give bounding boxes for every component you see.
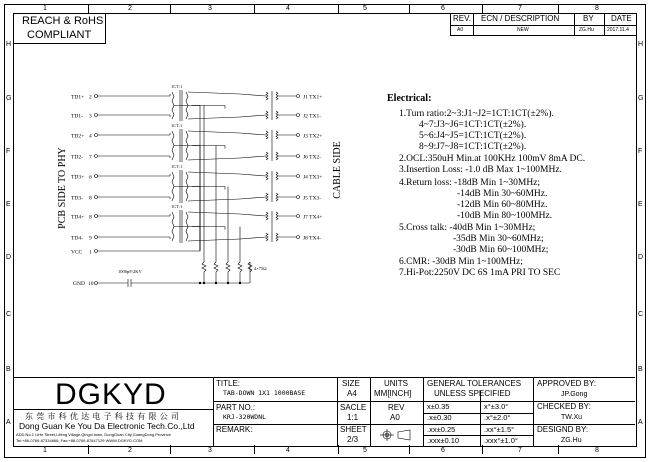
transformer-winding bbox=[266, 233, 268, 241]
transformer-ratio-label: 1CT:1 bbox=[171, 84, 183, 89]
left-pin-number: 4 bbox=[89, 133, 92, 140]
border-col-8-bottom: 8 bbox=[595, 447, 599, 454]
border-col-3-bottom: 3 bbox=[208, 447, 212, 454]
border-row-D-right: D bbox=[638, 254, 644, 261]
gnd-pin-number: 10 bbox=[88, 281, 94, 287]
border-row-B-left: B bbox=[6, 366, 11, 373]
electrical-line: -12dB Min 60~80MHz. bbox=[457, 200, 548, 210]
scale-label: SACLE bbox=[340, 403, 367, 412]
border-col-4-bottom: 4 bbox=[286, 447, 290, 454]
electrical-line: 5.Cross talk: -40dB Min 1~30MHz; bbox=[399, 223, 536, 233]
border-row-E-left: E bbox=[6, 201, 11, 208]
units-label: UNITS bbox=[384, 379, 408, 388]
rev-header: REV. bbox=[453, 14, 471, 23]
border-row-D-left: D bbox=[6, 254, 12, 261]
rev-value-title: A0 bbox=[390, 413, 400, 422]
termination-resistor bbox=[226, 262, 230, 272]
border-row-A-left: A bbox=[6, 419, 11, 426]
left-pin-label: TD3+ bbox=[71, 174, 85, 181]
electrical-line: 4.Return loss: -18dB Min 1~30MHz; bbox=[399, 178, 541, 188]
border-col-4-top: 4 bbox=[286, 5, 290, 12]
transformer-winding bbox=[172, 212, 174, 241]
border-col-8-top: 8 bbox=[595, 5, 599, 12]
left-pin-label: TD4- bbox=[71, 235, 83, 242]
transformer-winding bbox=[276, 92, 278, 100]
transformer-winding bbox=[266, 152, 268, 160]
transformer-winding bbox=[276, 152, 278, 160]
tolerance-linear: .xx±0.25 bbox=[427, 424, 456, 434]
transformer-winding bbox=[266, 193, 268, 201]
electrical-line: 8~9:J7~J8=1CT:1CT(±2%). bbox=[419, 142, 527, 152]
border-col-3-top: 3 bbox=[208, 5, 212, 12]
right-pin-label: J5 TX3- bbox=[303, 195, 322, 202]
ecn-value: NEW bbox=[517, 27, 529, 33]
cable-side-label: CABLE SIDE bbox=[332, 141, 343, 199]
left-pin-label: TD2- bbox=[71, 154, 83, 161]
right-pin-label: J4 TX3+ bbox=[303, 174, 323, 181]
electrical-line: 6.CMR: -30dB Min 1~100MHz; bbox=[399, 257, 523, 267]
projection-symbol-icon bbox=[379, 428, 415, 442]
gnd-pin-label: GND bbox=[73, 281, 85, 287]
transformer-winding bbox=[172, 131, 174, 160]
left-pin-label: TD1- bbox=[71, 113, 83, 120]
tolerance-linear: x±0.35 bbox=[427, 402, 450, 411]
transformer-winding bbox=[172, 172, 174, 201]
electrical-line: 3.Insertion Loss: -1.0 dB Max 1~100MHz. bbox=[399, 165, 562, 175]
electrical-line: -10dB Min 80~100MHz. bbox=[457, 211, 553, 221]
left-pin-number: 3 bbox=[89, 113, 92, 120]
border-row-H-right: H bbox=[638, 41, 644, 48]
border-row-F-left: F bbox=[6, 148, 11, 155]
transformer-winding bbox=[266, 172, 268, 180]
right-pin-label: J6 TX2- bbox=[303, 154, 322, 161]
transformer-winding bbox=[276, 193, 278, 201]
size-value: A4 bbox=[347, 389, 357, 398]
termination-resistor bbox=[202, 262, 206, 272]
company-logo: DGKYD bbox=[55, 378, 167, 411]
left-pin-number: 7 bbox=[89, 154, 92, 161]
transformer-winding bbox=[276, 212, 278, 220]
right-pin-label: J8 TX4- bbox=[303, 235, 322, 242]
date-header: DATE bbox=[611, 14, 632, 23]
border-row-H-left: H bbox=[6, 41, 12, 48]
termination-resistor bbox=[214, 262, 218, 272]
left-pin-number: 9 bbox=[89, 235, 92, 242]
border-col-2-bottom: 2 bbox=[128, 447, 132, 454]
border-col-5-top: 5 bbox=[363, 5, 367, 12]
left-pin-label: TD3- bbox=[71, 195, 83, 202]
checked-label: CHECKED BY: bbox=[537, 402, 591, 411]
border-row-E-right: E bbox=[638, 201, 643, 208]
units-value: MM[INCH] bbox=[374, 389, 412, 398]
rev-label: REV bbox=[388, 403, 405, 412]
electrical-line: 4~7:J3~J6=1CT:1CT(±2%). bbox=[419, 120, 527, 130]
compliance-line-2: COMPLIANT bbox=[27, 29, 92, 41]
transformer-winding bbox=[266, 131, 268, 139]
designed-value: ZG.Hu bbox=[561, 437, 582, 444]
left-pin-number: 2 bbox=[89, 94, 92, 101]
transformer-ratio-label: 1CT:1 bbox=[171, 123, 183, 128]
left-pin-label: VCC bbox=[71, 249, 83, 256]
transformer-winding bbox=[266, 212, 268, 220]
title-label: TITLE: bbox=[216, 379, 241, 388]
electrical-line: 5~6:J4~J5=1CT:1CT(±2%). bbox=[419, 131, 527, 141]
transformer-ratio-label: 1CT:1 bbox=[171, 164, 183, 169]
size-label: SIZE bbox=[342, 379, 360, 388]
transformer-winding bbox=[172, 92, 174, 119]
border-col-1-bottom: 1 bbox=[43, 447, 47, 454]
transformer-winding bbox=[276, 233, 278, 241]
termination-resistor bbox=[238, 262, 242, 272]
border-col-6-bottom: 6 bbox=[441, 447, 445, 454]
right-pin-label: J3 TX2+ bbox=[303, 133, 323, 140]
sheet-value: 2/3 bbox=[347, 435, 359, 444]
title-value: TAB-DOWN 1X1 1000BASE bbox=[223, 389, 306, 397]
transformer-winding bbox=[266, 111, 268, 119]
right-pin-label: J7 TX4+ bbox=[303, 214, 323, 221]
transformer-winding bbox=[276, 172, 278, 180]
company-address: ADD:No.1 LiHe Street,Lifeng Village,Qingxi town, DongGuan City,GuangDong Province bbox=[16, 432, 171, 437]
remark-label: REMARK: bbox=[216, 425, 253, 434]
transformer-winding bbox=[276, 131, 278, 139]
border-col-1-top: 1 bbox=[43, 5, 47, 12]
tolerance-angular: .xxx°±1.0° bbox=[484, 435, 518, 445]
company-name-cn: 东 莞 市 科 优 达 电 子 科 技 有 限 公 司 bbox=[25, 412, 180, 421]
electrical-line: -30dB Min 60~100MHz; bbox=[453, 245, 549, 255]
border-col-2-top: 2 bbox=[128, 5, 132, 12]
transformer-winding bbox=[276, 111, 278, 119]
left-pin-number: 1 bbox=[89, 249, 92, 256]
border-row-F-right: F bbox=[638, 148, 643, 155]
border-row-C-right: C bbox=[638, 311, 644, 318]
capacitor-label: 1000pF/2KV bbox=[118, 269, 142, 274]
border-row-G-right: G bbox=[638, 95, 644, 102]
tolerance-linear: .xxx±0.10 bbox=[427, 435, 460, 445]
approved-label: APPROVED BY: bbox=[537, 379, 597, 388]
approved-value: JP.Gong bbox=[561, 391, 588, 398]
checked-value: TW.Xu bbox=[561, 414, 583, 421]
border-row-C-left: C bbox=[6, 311, 12, 318]
right-pin-label: J2 TX1- bbox=[303, 113, 322, 120]
by-value: ZG.Hu bbox=[579, 27, 594, 33]
electrical-line: 2.OCL:350uH Min.at 100KHz 100mV 8mA DC. bbox=[399, 154, 586, 164]
electrical-line: 1.Turn ratio:2~3:J1~J2=1CT:1CT(±2%). bbox=[399, 109, 554, 119]
left-pin-number: 8 bbox=[89, 214, 92, 221]
right-pin-label: J1 TX1+ bbox=[303, 94, 323, 101]
border-row-B-right: B bbox=[638, 366, 643, 373]
left-pin-label: TD4+ bbox=[71, 214, 85, 221]
border-col-6-top: 6 bbox=[441, 5, 445, 12]
company-name-en: Dong Guan Ke You Da Electronic Tech.Co.,Ltd bbox=[19, 421, 195, 431]
tolerance-angular: .x°±2.0° bbox=[484, 413, 511, 423]
date-value: 2017.11.4 bbox=[607, 27, 629, 33]
company-contact: Tel:+86-0769-87334666; Fax:+86-0769-87647129 WWW.DGKYD.COM bbox=[16, 438, 143, 443]
ecn-header: ECN / DESCRIPTION bbox=[481, 14, 560, 23]
resistor-label: 4×75Ω bbox=[254, 266, 267, 271]
tolerance-angular: .xx°±1.5° bbox=[484, 424, 515, 434]
electrical-line: -35dB Min 30~60MHz; bbox=[453, 234, 544, 244]
designed-label: DESIGND BY: bbox=[537, 425, 589, 434]
electrical-line: 7.Hi-Pot:2250V DC 6S 1mA PRI TO SEC bbox=[399, 268, 561, 278]
border-col-7-bottom: 7 bbox=[518, 447, 522, 454]
rev-value: A0 bbox=[457, 27, 464, 33]
tolerance-header-1: GENERAL TOLERANCES bbox=[427, 379, 522, 388]
left-pin-label: TD2+ bbox=[71, 133, 85, 140]
title-block bbox=[13, 377, 635, 446]
part-value: KRJ-320WDNL bbox=[223, 413, 267, 421]
tolerance-angular: x°±3.0° bbox=[484, 402, 509, 411]
left-pin-number: 8 bbox=[89, 195, 92, 202]
electrical-line: -14dB Min 30~60MHz. bbox=[457, 189, 548, 199]
tolerance-header-2: UNLESS SPECIFIED bbox=[434, 389, 511, 398]
sheet-label: SHEET bbox=[340, 425, 367, 434]
by-header: BY bbox=[583, 14, 594, 23]
scale-value: 1:1 bbox=[347, 413, 359, 422]
transformer-winding bbox=[266, 92, 268, 100]
electrical-heading: Electrical: bbox=[387, 93, 432, 104]
tolerance-linear: .x±0.30 bbox=[427, 413, 452, 423]
part-label: PART NO.: bbox=[216, 403, 256, 412]
phy-side-label: PCB SIDE TO PHY bbox=[57, 147, 68, 229]
left-pin-number: 6 bbox=[89, 174, 92, 181]
left-pin-label: TD1+ bbox=[71, 94, 85, 101]
transformer-ratio-label: 1CT:1 bbox=[171, 204, 183, 209]
border-col-5-bottom: 5 bbox=[363, 447, 367, 454]
compliance-line-1: REACH & RoHS bbox=[22, 15, 104, 27]
border-row-G-left: G bbox=[6, 95, 12, 102]
border-col-7-top: 7 bbox=[518, 5, 522, 12]
border-row-A-right: A bbox=[638, 419, 643, 426]
